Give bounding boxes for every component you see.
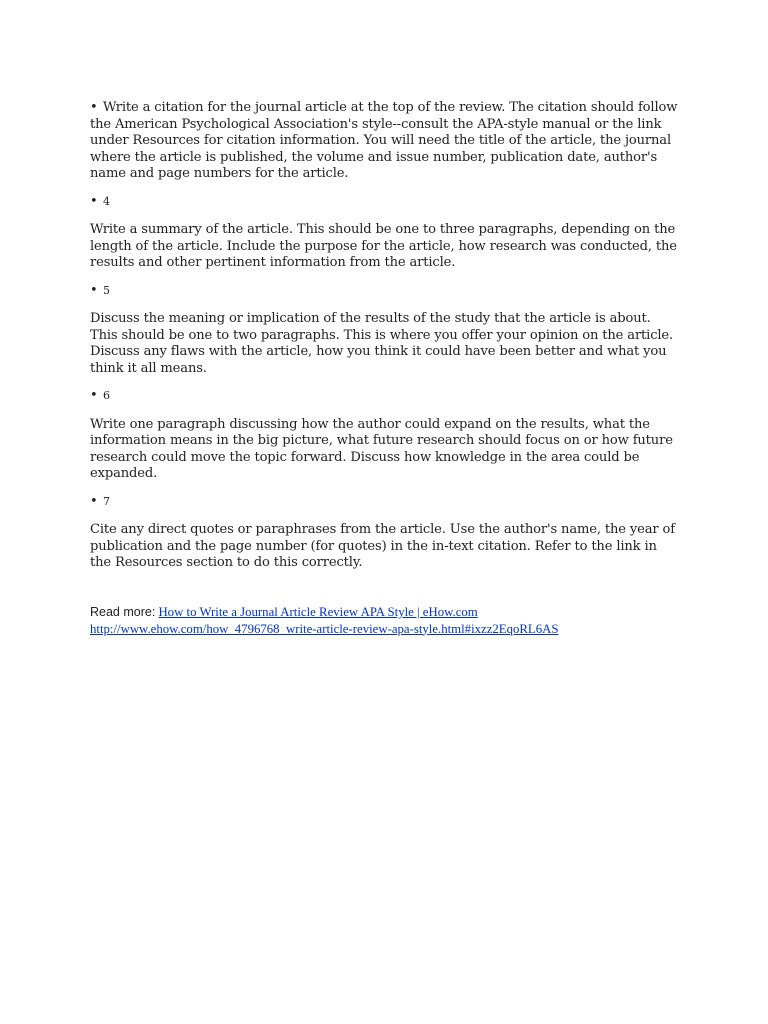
intro-bullet-paragraph <box>90 100 680 183</box>
bullet-icon: • <box>90 193 98 209</box>
paragraph-text: Write a citation for the journal article at the top of the review. The citation should follow the American Psychological Association's style--consult the APA-style manual or the link under Resources for citation information. You will need the title of the article, the journal where the article is published, the volume and issue number, publication date, author's name and page numbers for the article. <box>90 100 678 181</box>
step-bullet-6 <box>90 388 680 405</box>
step-paragraph-5: Discuss the meaning or implication of the results of the study that the article is about. This should be one to two paragraphs. This is where you offer your opinion on the article. Discuss any flaws with the article, how you think it could have been better and what you think it all means. <box>90 311 674 376</box>
article-title-link[interactable]: How to Write a Journal Article Review APA Style | eHow.com <box>158 605 478 619</box>
bullet-icon: • <box>90 493 98 509</box>
bullet-icon: • <box>90 100 98 115</box>
read-more-footer <box>90 604 650 637</box>
step-bullet-4 <box>90 194 680 211</box>
step-paragraph-6: Write one paragraph discussing how the author could expand on the results, what the information means in the big picture, what future research should focus on or how future research could move the topic forward. Discuss how knowledge in the area could be expanded. <box>90 416 673 481</box>
step-paragraph-7: Cite any direct quotes or paraphrases from the article. Use the author's name, the year of publication and the page number (for quotes) in the in-text citation. Refer to the link in the Resources section to do this correctly. <box>90 522 675 570</box>
bullet-icon: • <box>90 282 98 298</box>
step-bullet-5 <box>90 283 680 300</box>
step-number: 4 <box>103 194 110 208</box>
article-url-link[interactable]: http://www.ehow.com/how_4796768_write-article-review-apa-style.html#ixzz2EqoRL6AS <box>90 621 559 636</box>
step-number: 7 <box>103 494 110 508</box>
read-more-label: Read more: <box>90 605 156 619</box>
step-number: 5 <box>103 283 110 297</box>
step-paragraph-4: Write a summary of the article. This should be one to three paragraphs, depending on the length of the article. Include the purpose for the article, how research was conducted, the results and other pertinent information from the article. <box>90 222 677 270</box>
step-bullet-7 <box>90 494 680 511</box>
step-number: 6 <box>103 389 110 402</box>
document-body <box>90 100 680 572</box>
bullet-icon: • <box>90 388 98 403</box>
